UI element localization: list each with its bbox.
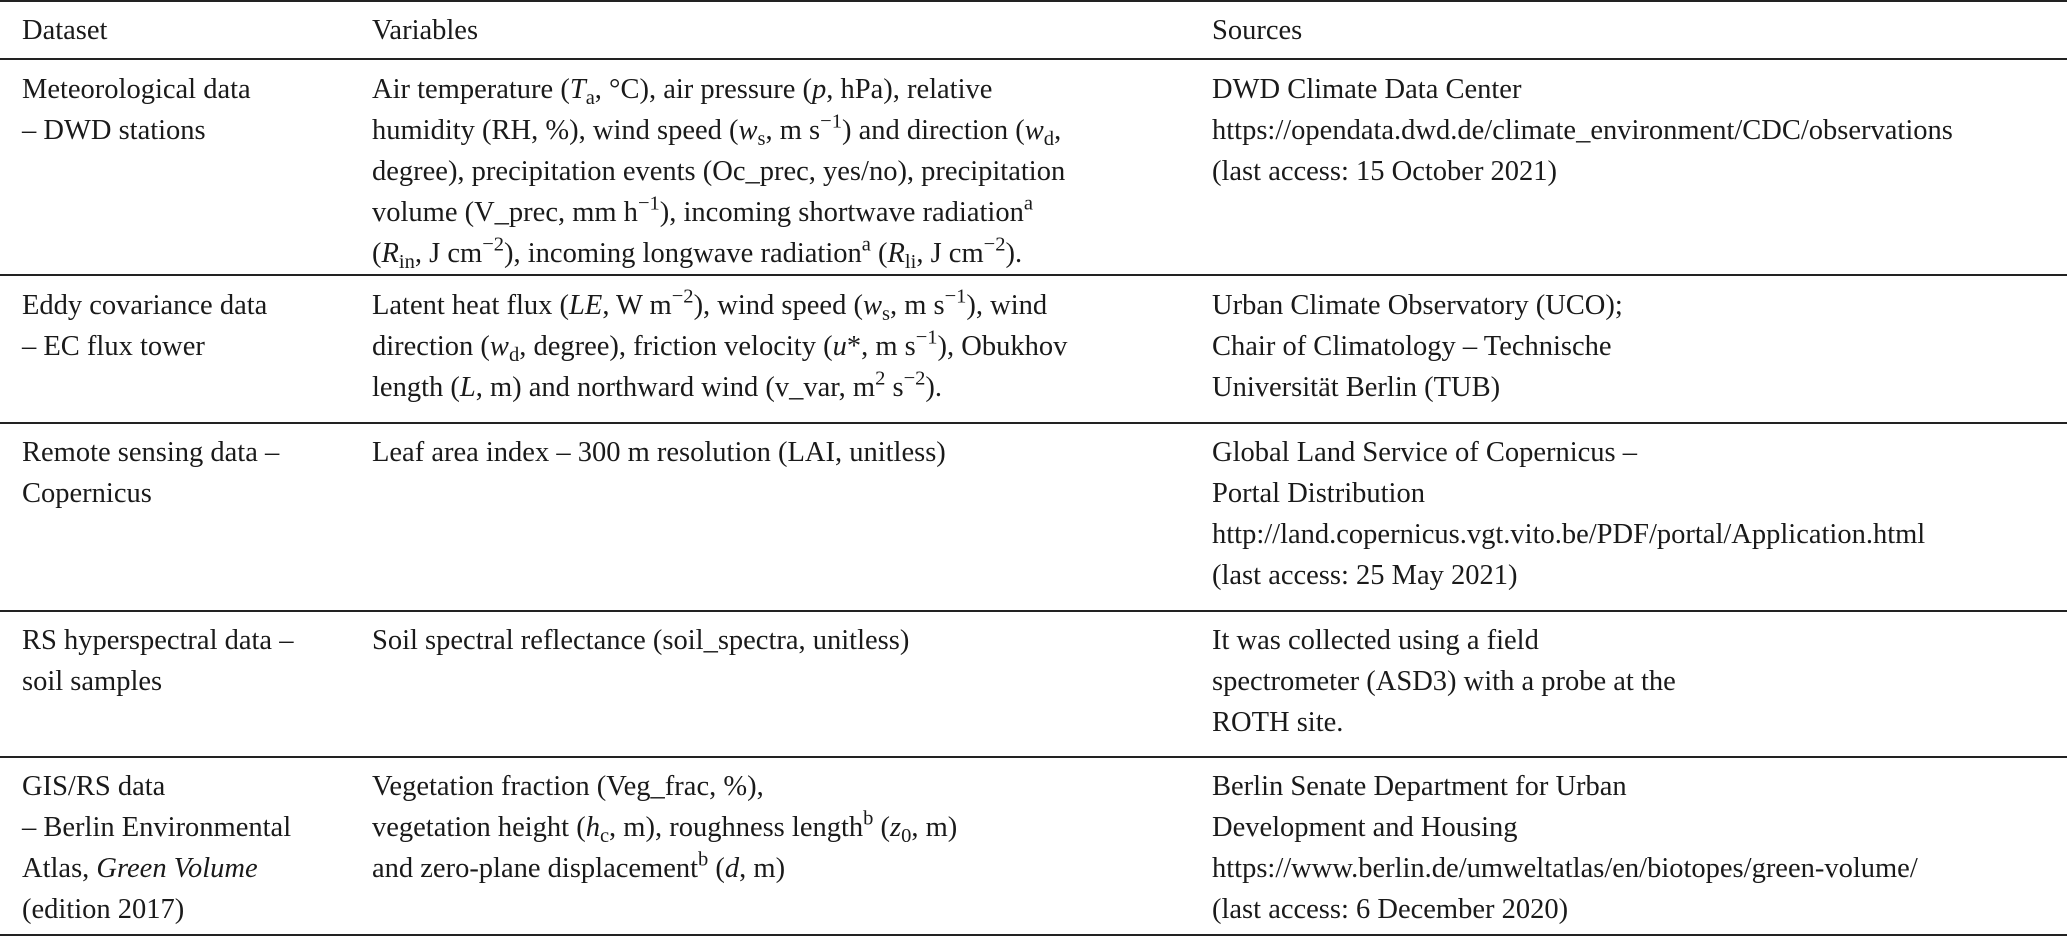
sources-line: Portal Distribution <box>1212 478 1425 509</box>
variables-line: vegetation height ($h_c$, m), roughness length$^b$ ($z_0$, m) <box>372 807 958 848</box>
sources-line: (last access: 6 December 2020) <box>1212 894 1569 925</box>
sources-cell <box>1212 275 2067 423</box>
table-row <box>0 611 2067 757</box>
dataset-line: – Berlin Environmental <box>22 812 292 843</box>
dataset-cell <box>0 611 372 757</box>
variables-line: direction ($w_d$, degree), friction velocity (u*, m $s^{-1}$), Obukhov <box>372 326 1068 367</box>
dataset-line: Copernicus <box>22 478 152 509</box>
sources-line: Universität Berlin (TUB) <box>1212 372 1501 403</box>
variables-line: humidity (RH, %), wind speed ($w_s$, m $s^{-1}$) and direction ($w_d$, <box>372 110 1062 151</box>
sources-line: ROTH site. <box>1212 707 1344 738</box>
sources-line: Berlin Senate Department for Urban <box>1212 771 1627 802</box>
sources-cell <box>1212 59 2067 275</box>
dataset-line: soil samples <box>22 666 163 697</box>
variables-line: degree), precipitation events (Oc_prec, yes/no), precipitation <box>372 156 1066 187</box>
dataset-line: – EC flux tower <box>22 331 205 362</box>
variables-cell <box>372 275 1212 423</box>
sources-cell <box>1212 423 2067 611</box>
sources-line: Development and Housing <box>1212 812 1518 843</box>
table-row <box>0 59 2067 275</box>
header-sources: Sources <box>1212 1 2067 59</box>
sources-cell <box>1212 757 2067 935</box>
variables-line: Latent heat flux (LE, W $m^{-2}$), wind speed ($w_s$, m $s^{-1}$), wind <box>372 285 1048 326</box>
dataset-cell <box>0 757 372 935</box>
dataset-cell <box>0 423 372 611</box>
source-link[interactable]: https://www.berlin.de/umweltatlas/en/biotopes/green-volume/ <box>1212 853 1918 884</box>
variables-cell <box>372 611 1212 757</box>
variables-line: Soil spectral reflectance (soil_spectra, unitless) <box>372 625 910 656</box>
variables-cell <box>372 59 1212 275</box>
dataset-cell <box>0 59 372 275</box>
source-link[interactable]: http://land.copernicus.vgt.vito.be/PDF/portal/Application.html <box>1212 519 1926 550</box>
variables-cell <box>372 757 1212 935</box>
header-row <box>0 1 2067 59</box>
sources-line: Global Land Service of Copernicus – <box>1212 437 1638 468</box>
dataset-line: GIS/RS data <box>22 771 166 802</box>
header-variables: Variables <box>372 1 1212 59</box>
sources-line: Urban Climate Observatory (UCO); <box>1212 290 1623 321</box>
dataset-line: RS hyperspectral data – <box>22 625 294 656</box>
table-row <box>0 423 2067 611</box>
header-dataset: Dataset <box>0 1 372 59</box>
sources-line: spectrometer (ASD3) with a probe at the <box>1212 666 1676 697</box>
sources-line: Chair of Climatology – Technische <box>1212 331 1612 362</box>
variables-line: and zero-plane displacement$^b$ (d, m) <box>372 848 786 884</box>
source-link[interactable]: https://opendata.dwd.de/climate_environment/CDC/observations <box>1212 115 1953 146</box>
dataset-line: Atlas, Green Volume <box>22 853 258 884</box>
table-row <box>0 757 2067 935</box>
sources-line: DWD Climate Data Center <box>1212 74 1522 105</box>
variables-cell <box>372 423 1212 611</box>
sources-line: (last access: 25 May 2021) <box>1212 560 1518 591</box>
dataset-line: Eddy covariance data <box>22 290 268 321</box>
dataset-line: Remote sensing data – <box>22 437 280 468</box>
variables-line: Air temperature ($T_a$, °C), air pressure (p, hPa), relative <box>372 74 993 110</box>
sources-cell <box>1212 611 2067 757</box>
variables-line: volume (V_prec, mm $h^{-1}$), incoming shortwave radiation$^a$ <box>372 192 1033 228</box>
dataset-line: Meteorological data <box>22 74 251 105</box>
dataset-line: – DWD stations <box>22 115 206 146</box>
dataset-cell <box>0 275 372 423</box>
variables-line: ($R_{in}$, J $cm^{-2}$), incoming longwave radiation$^a$ ($R_{li}$, J $cm^{-2}$). <box>372 233 1023 274</box>
variables-line: Vegetation fraction (Veg_frac, %), <box>372 771 764 802</box>
dataset-line: (edition 2017) <box>22 894 185 925</box>
variables-line: Leaf area index – 300 m resolution (LAI, unitless) <box>372 437 946 468</box>
variables-line: length (L, m) and northward wind (v_var, $m^2$ $s^{-2}$). <box>372 367 943 403</box>
sources-line: It was collected using a field <box>1212 625 1539 656</box>
sources-line: (last access: 15 October 2021) <box>1212 156 1558 187</box>
table-row <box>0 275 2067 423</box>
